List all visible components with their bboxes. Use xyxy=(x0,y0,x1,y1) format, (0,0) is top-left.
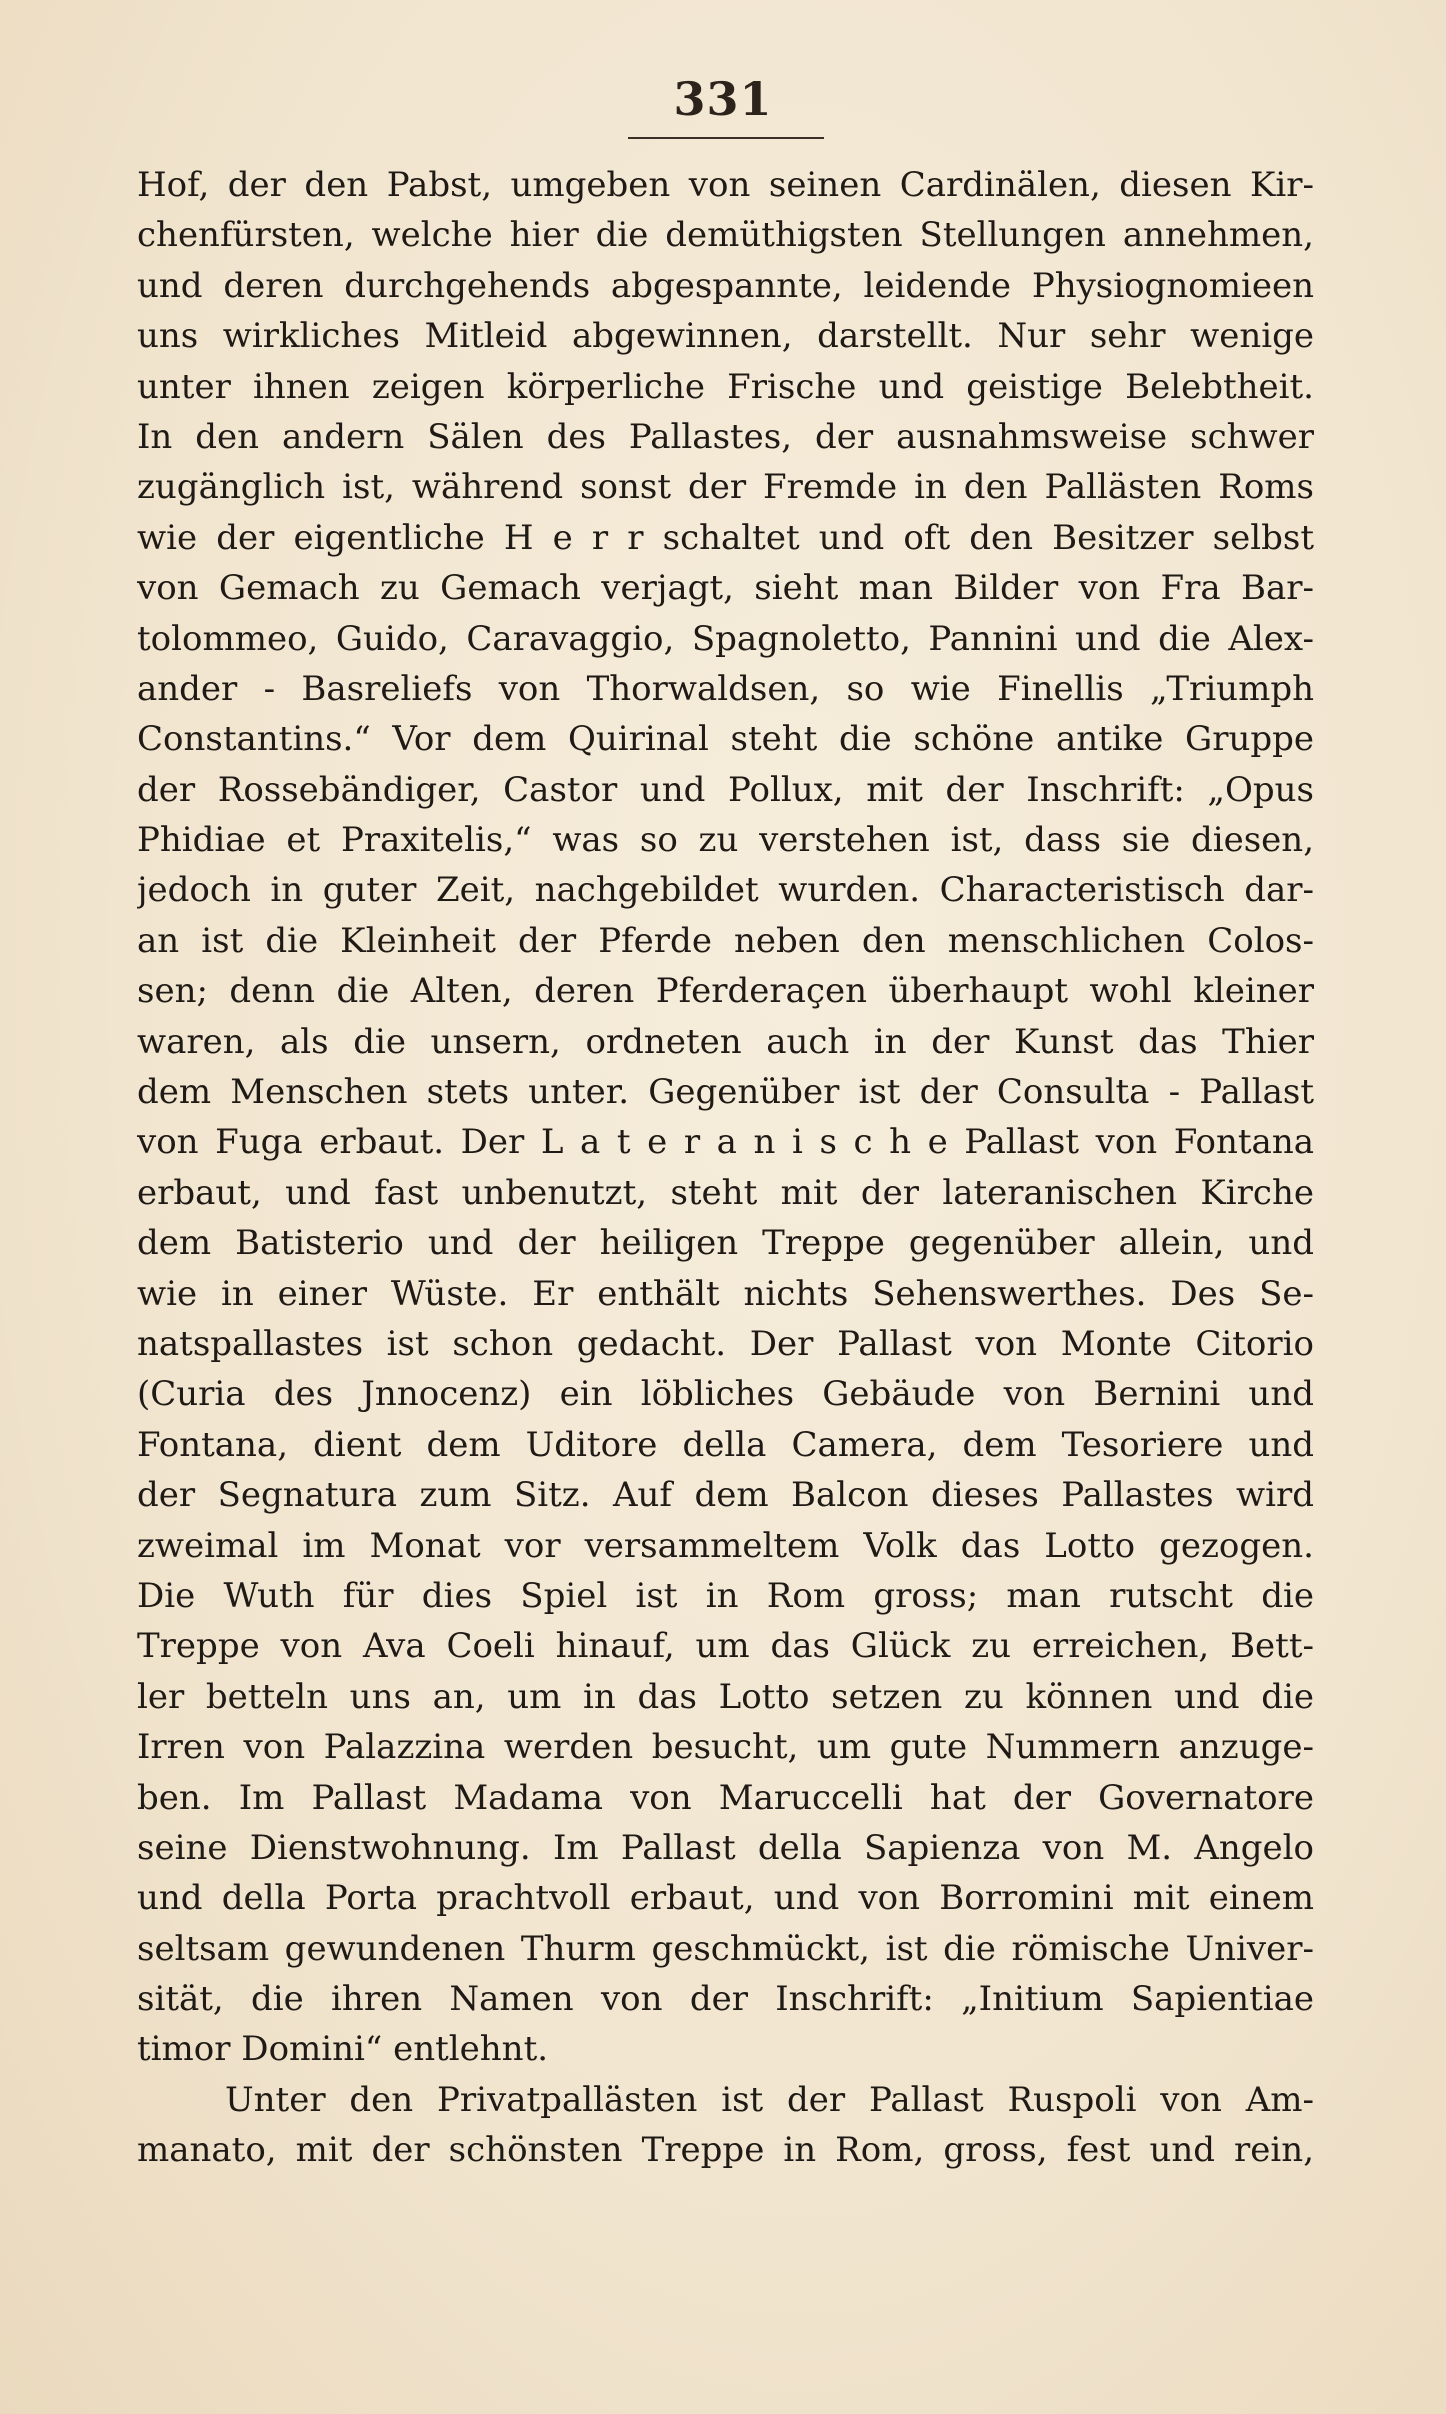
text-line: manato, mit der schönsten Treppe in Rom, gross, fest und rein, xyxy=(137,2130,1314,2171)
text-line: Die Wuth für dies Spiel ist in Rom gross; man rutscht die xyxy=(137,1575,1314,1616)
text-line: der Segnatura zum Sitz. Auf dem Balcon dieses Pallastes wird xyxy=(137,1475,1314,1516)
text-line: waren, als die unsern, ordneten auch in der Kunst das Thier xyxy=(137,1021,1314,1062)
text-line: der Rossebändiger, Castor und Pollux, mit der Inschrift: „Opus xyxy=(137,769,1314,810)
text-line: dem Batisterio und der heiligen Treppe gegenüber allein, und xyxy=(137,1223,1314,1264)
text-line: sen; denn die Alten, deren Pferderaçen überhaupt wohl kleiner xyxy=(137,971,1314,1012)
text-line: ben. Im Pallast Madama von Maruccelli hat der Governatore xyxy=(137,1777,1314,1818)
text-line: sität, die ihren Namen von der Inschrift: „Initium Sapientiae xyxy=(137,1979,1314,2020)
text-line: ler betteln uns an, um in das Lotto setzen zu können und die xyxy=(137,1676,1314,1717)
text-line: von Fuga erbaut. Der L a t e r a n i s c h e Pallast von Fontana xyxy=(137,1122,1314,1163)
text-line: Irren von Palazzina werden besucht, um gute Nummern anzuge- xyxy=(137,1727,1314,1768)
text-line: uns wirkliches Mitleid abgewinnen, darstellt. Nur sehr wenige xyxy=(137,316,1314,357)
text-line: Constantins.“ Vor dem Quirinal steht die schöne antike Gruppe xyxy=(137,719,1314,760)
text-line: wie der eigentliche H e r r schaltet und oft den Besitzer selbst xyxy=(137,517,1314,558)
paragraph-end-line: timor Domini“ entlehnt. xyxy=(137,2029,549,2070)
text-line: Treppe von Ava Coeli hinauf, um das Glück zu erreichen, Bett- xyxy=(137,1626,1314,1667)
text-line: und della Porta prachtvoll erbaut, und von Borromini mit einem xyxy=(137,1878,1314,1919)
text-line: chenfürsten, welche hier die demüthigsten Stellungen annehmen, xyxy=(137,215,1314,256)
body-text xyxy=(137,160,1314,2176)
text-line: ander - Basreliefs von Thorwaldsen, so wie Finellis „Triumph xyxy=(137,668,1314,709)
text-line: dem Menschen stets unter. Gegenüber ist der Consulta - Pallast xyxy=(137,1072,1314,1113)
paragraph-start-line: Unter den Privatpallästen ist der Pallast Ruspoli von Am- xyxy=(225,2079,1314,2120)
text-line: zugänglich ist, während sonst der Fremde in den Pallästen Roms xyxy=(137,467,1314,508)
header-rule xyxy=(628,137,824,139)
text-line: erbaut, und fast unbenutzt, steht mit der lateranischen Kirche xyxy=(137,1172,1314,1213)
text-line: seine Dienstwohnung. Im Pallast della Sapienza von M. Angelo xyxy=(137,1827,1314,1868)
text-line: seltsam gewundenen Thurm geschmückt, ist die römische Univer- xyxy=(137,1928,1314,1969)
text-line: tolommeo, Guido, Caravaggio, Spagnoletto, Pannini und die Alex- xyxy=(137,618,1314,659)
text-line: Hof, der den Pabst, umgeben von seinen Cardinälen, diesen Kir- xyxy=(137,165,1314,205)
text-line: zweimal im Monat vor versammeltem Volk das Lotto gezogen. xyxy=(137,1525,1314,1566)
text-line: von Gemach zu Gemach verjagt, sieht man Bilder von Fra Bar- xyxy=(137,568,1314,609)
text-line: jedoch in guter Zeit, nachgebildet wurden. Characteristisch dar- xyxy=(137,870,1314,911)
text-line: (Curia des Jnnocenz) ein löbliches Gebäude von Bernini und xyxy=(137,1374,1314,1415)
text-line: an ist die Kleinheit der Pferde neben den menschlichen Colos- xyxy=(137,920,1314,961)
text-line: In den andern Sälen des Pallastes, der ausnahmsweise schwer xyxy=(137,416,1314,457)
text-line: und deren durchgehends abgespannte, leidende Physiognomieen xyxy=(137,265,1314,306)
text-line: wie in einer Wüste. Er enthält nichts Sehenswerthes. Des Se- xyxy=(137,1273,1314,1314)
page-number: 331 xyxy=(673,72,773,126)
text-line: natspallastes ist schon gedacht. Der Pallast von Monte Citorio xyxy=(137,1323,1314,1364)
text-line: Phidiae et Praxitelis,“ was so zu verstehen ist, dass sie diesen, xyxy=(137,820,1314,861)
text-line: Fontana, dient dem Uditore della Camera, dem Tesoriere und xyxy=(137,1424,1314,1465)
text-line: unter ihnen zeigen körperliche Frische und geistige Belebtheit. xyxy=(137,366,1314,407)
